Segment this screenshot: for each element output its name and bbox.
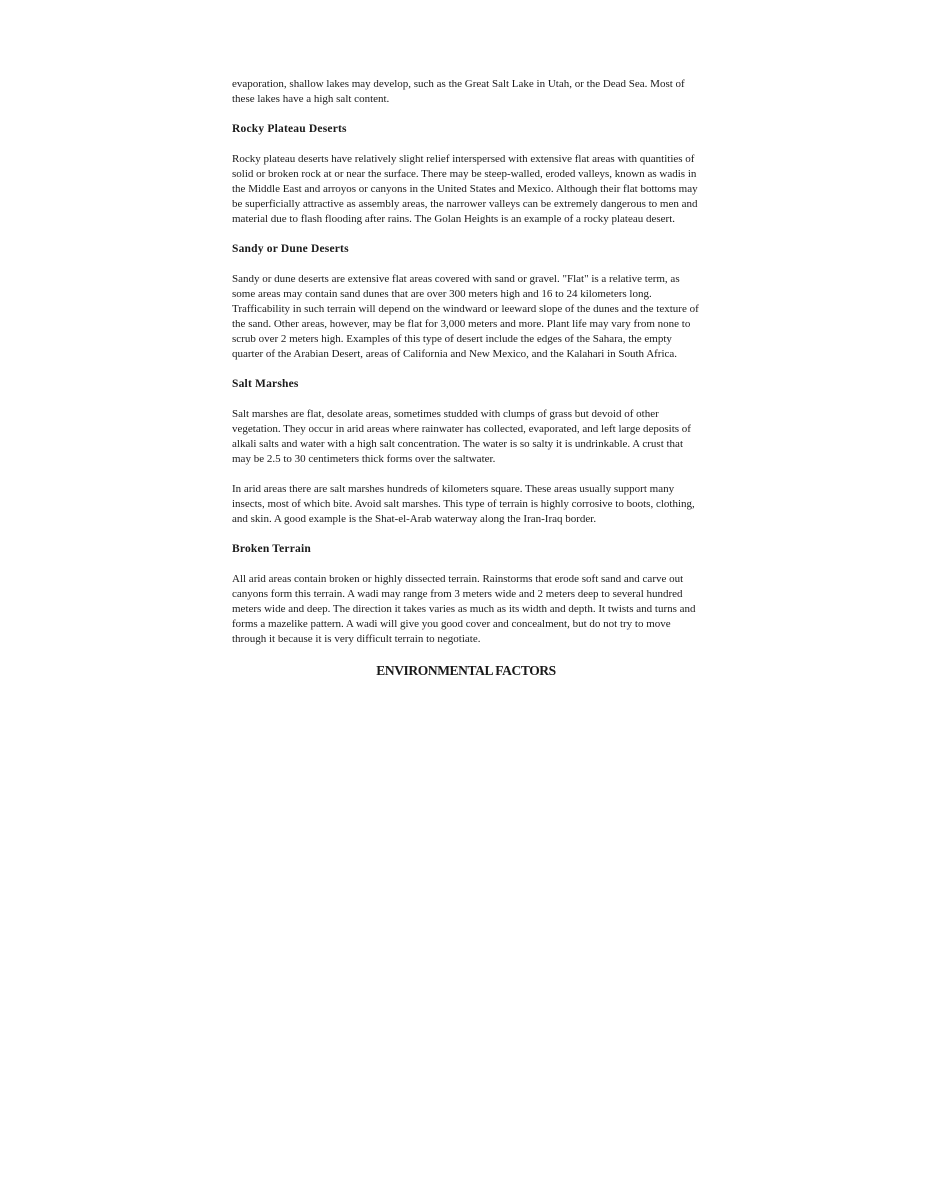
section-heading-rocky-plateau-deserts: Rocky Plateau Deserts xyxy=(232,123,347,135)
page-content xyxy=(232,77,700,680)
paragraph-rocky-plateau-deserts: Rocky plateau deserts have relatively slight relief interspersed with extensive flat areas with quantities of solid or broken rock at or near the surface. There may be steep-walled, eroded valleys, known as wadis in the Middle East and arroyos or canyons in the United States and Mexico. Although their flat bottoms may be superficially attractive as assembly areas, the narrower valleys can be extremely dangerous to men and material due to flash flooding after rains. The Golan Heights is an example of a rocky plateau desert. xyxy=(232,153,698,225)
paragraph-broken-terrain: All arid areas contain broken or highly dissected terrain. Rainstorms that erode soft sand and carve out canyons form this terrain. A wadi may range from 3 meters wide and 2 meters deep to several hundred meters wide and deep. The direction it takes varies as much as its width and depth. It twists and turns and forms a mazelike pattern. A wadi will give you good cover and concealment, but do not try to move through it because it is very difficult terrain to negotiate. xyxy=(232,573,696,645)
paragraph-salt-marshes-2: In arid areas there are salt marshes hundreds of kilometers square. These areas usually support many insects, most of which bite. Avoid salt marshes. This type of terrain is highly corrosive to boots, clothing, and skin. A good example is the Shat-el-Arab waterway along the Iran-Iraq border. xyxy=(232,483,695,525)
section-heading-salt-marshes: Salt Marshes xyxy=(232,378,299,390)
section-heading-broken-terrain: Broken Terrain xyxy=(232,543,311,555)
section-heading-sandy-or-dune-deserts: Sandy or Dune Deserts xyxy=(232,243,349,255)
intro-paragraph: evaporation, shallow lakes may develop, such as the Great Salt Lake in Utah, or the Dead Sea. Most of these lakes have a high salt content. xyxy=(232,78,685,105)
closing-heading: ENVIRONMENTAL FACTORS xyxy=(376,663,556,678)
paragraph-salt-marshes-1: Salt marshes are flat, desolate areas, sometimes studded with clumps of grass but devoid of other vegetation. They occur in arid areas where rainwater has collected, evaporated, and left large deposits of alkali salts and water with a high salt concentration. The water is so salty it is undrinkable. A crust that may be 2.5 to 30 centimeters thick forms over the saltwater. xyxy=(232,408,691,465)
paragraph-sandy-or-dune-deserts: Sandy or dune deserts are extensive flat areas covered with sand or gravel. "Flat" is a relative term, as some areas may contain sand dunes that are over 300 meters high and 16 to 24 kilometers long. Trafficability in such terrain will depend on the windward or leeward slope of the dunes and the texture of the sand. Other areas, however, may be flat for 3,000 meters and more. Plant life may vary from none to scrub over 2 meters high. Examples of this type of desert include the edges of the Sahara, the empty quarter of the Arabian Desert, areas of California and New Mexico, and the Kalahari in South Africa. xyxy=(232,273,699,360)
